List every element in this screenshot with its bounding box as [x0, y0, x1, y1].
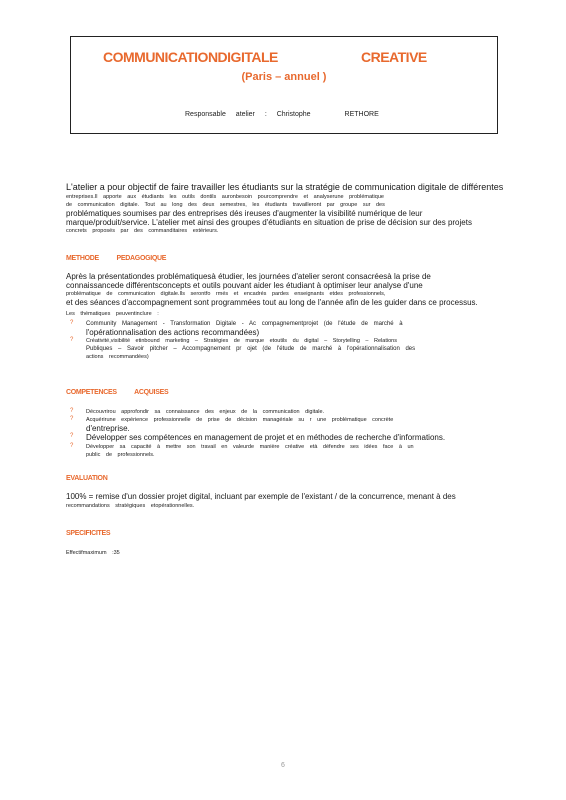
- header-box: [70, 36, 498, 134]
- bullet-icon: ?: [70, 443, 74, 449]
- list-item: [66, 320, 506, 337]
- specificites-line: Effectifmaximum :35: [66, 550, 120, 556]
- title-left: COMMUNICATIONDIGITALE: [103, 49, 278, 65]
- evaluation-paragraph: [66, 492, 506, 510]
- list-item: [66, 416, 506, 433]
- list-item-text: Publiques – Savoir pitcher – Accompagnement pr ojet (de l'étude de marché à l'opérationnalisation des: [86, 346, 416, 352]
- intro-paragraph: [66, 182, 506, 235]
- themes-list: [66, 320, 506, 361]
- intro-line: L'atelier a pour objectif de faire travailler les étudiants sur la stratégie de communication digitale de différentes: [66, 182, 504, 192]
- list-item: [66, 408, 506, 416]
- responsable-line: [185, 111, 379, 118]
- bullet-icon: ?: [70, 408, 74, 414]
- list-item-text: public de professionnels.: [86, 452, 155, 458]
- section-heading-methode: METHODE PEDAGOGIQUE: [66, 255, 167, 262]
- bullet-icon: ?: [70, 337, 74, 343]
- themes-label: Les thématiques peuventinclure :: [66, 311, 159, 317]
- list-item: [66, 337, 506, 361]
- content: [66, 182, 506, 557]
- methode-paragraph: [66, 272, 506, 361]
- section-heading-specificites: SPECIFICITES: [66, 530, 111, 537]
- bullet-icon: ?: [70, 433, 74, 439]
- intro-line: entreprises.Il apporte aux étudiants les outils dontils auronbesoin pourcomprendre et analyserune problématique: [66, 194, 384, 200]
- intro-line: concrets proposés par des commanditaires extérieurs.: [66, 228, 219, 234]
- evaluation-line: 100% = remise d'un dossier projet digital, incluant par exemple de l'existant / de la concurrence, menant à des: [66, 492, 456, 501]
- title-right: CREATIVE: [361, 49, 427, 65]
- methode-line: problématique de communication digitale.Ils serontfo rmés et encadrés pardes enseignants etdes professionnels,: [66, 291, 386, 297]
- responsable-name: RETHORE: [344, 111, 379, 118]
- subtitle: (Paris – annuel ): [241, 71, 327, 83]
- list-item-text: Community Management - Transformation Digitale - Ac compagnementprojet (de l'étude de marché à: [86, 321, 403, 327]
- methode-line: Après la présentationdes problématiquesà étudier, les journées d'atelier seront consacréesà la prise de: [66, 272, 431, 281]
- list-item-text: d'entreprise.: [86, 424, 130, 433]
- responsable-label: Responsable atelier : Christophe: [185, 111, 311, 118]
- page-number: 6: [281, 762, 285, 769]
- bullet-icon: ?: [70, 416, 74, 422]
- list-item-text: Développer ses compétences en management de projet et en méthodes de recherche d'informations.: [86, 433, 446, 442]
- intro-line: de communication digitale. Tout au long des deux semestres, les étudiants travailleront par groupe sur des: [66, 202, 385, 208]
- list-item-text: Acquérirune expérience professionnelle de prise de décision managériale su r une problématique concrète: [86, 417, 394, 423]
- section-heading-competences: COMPETENCES ACQUISES: [66, 389, 169, 396]
- bullet-icon: ?: [70, 320, 74, 326]
- methode-line: et des séances d'accompagnement sont programmées tout au long de l'année afin de les guider dans ce processus.: [66, 298, 478, 307]
- competences-list: [66, 408, 506, 459]
- list-item-text: Découvrirou approfondir sa connaissance des enjeux de la communication digitale.: [86, 409, 325, 415]
- list-item-text: Développer sa capacité à mettre son travail en valeurde manière créative età défendre ses idées face à un: [86, 444, 414, 450]
- intro-line: problématiques soumises par des entreprises dés ireuses d'augmenter la visibilité numérique de leur: [66, 209, 423, 218]
- list-item-text: Créativité,visibilité etinbound marketing – Stratégies de marque etoutils du digital – Storytelling – Relations: [86, 338, 397, 344]
- list-item-text: actions recommandées): [86, 354, 149, 360]
- evaluation-line: recommandations stratégiques etopérationnelles.: [66, 503, 195, 509]
- methode-line: connaissancede différentsconcepts et outils pouvant aider les étudiant à optimiser leur analyse d'une: [66, 281, 423, 290]
- list-item-text: l'opérationnalisation des actions recommandées): [86, 328, 260, 337]
- list-item: [66, 433, 506, 443]
- list-item: [66, 443, 506, 459]
- intro-line: marque/produit/service. L'atelier met ainsi des groupes d'étudiants en situation de prise de décision sur des projets: [66, 218, 472, 227]
- section-heading-evaluation: EVALUATION: [66, 475, 108, 482]
